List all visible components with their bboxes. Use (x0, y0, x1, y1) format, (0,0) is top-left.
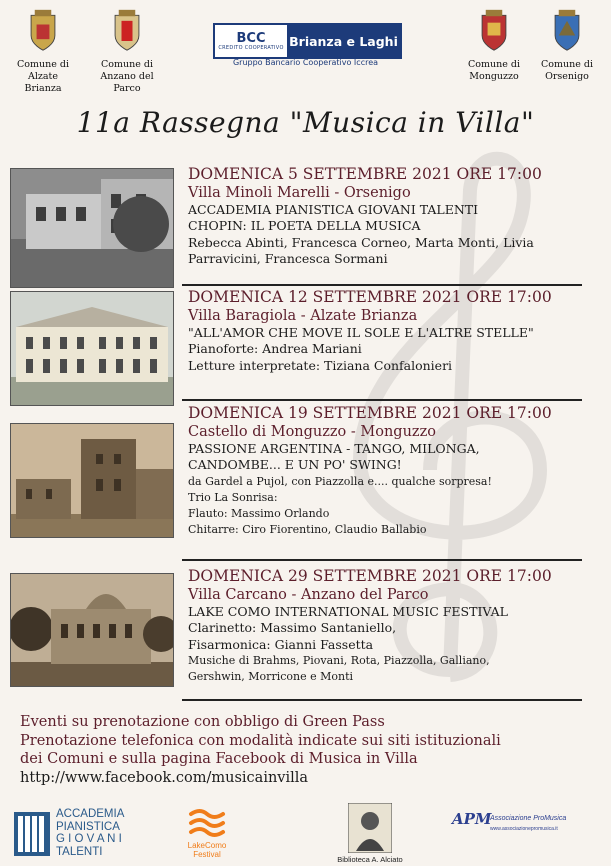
photo-villa-carcano (10, 573, 174, 687)
divider (182, 699, 582, 701)
footer-line: Prenotazione telefonica con modalità indicate sui siti istituzionali (20, 732, 501, 749)
event-date: DOMENICA 12 SETTEMBRE 2021 ORE 17:00 (188, 288, 552, 306)
accademia-line: ACCADEMIA (56, 808, 125, 820)
facebook-link[interactable]: http://www.facebook.com/musicainvilla (20, 769, 309, 786)
portrait-engraving-icon (348, 803, 392, 853)
event-line: ACCADEMIA PIANISTICA GIOVANI TALENTI (188, 202, 479, 217)
event-line: Clarinetto: Massimo Santaniello, (188, 620, 397, 636)
crest-label-line1: Comune di (101, 59, 153, 70)
associazione-promusica-logo (452, 810, 572, 850)
apm-url: www.associazionepromusica.it (490, 826, 558, 832)
crest-label-line2: Monguzzo (469, 71, 519, 82)
event-date: DOMENICA 19 SETTEMBRE 2021 ORE 17:00 (188, 404, 552, 422)
event-line: Letture interpretate: Tiziana Confalonieri (188, 357, 453, 373)
event-venue: Castello di Monguzzo - Monguzzo (188, 424, 436, 440)
event-line: Flauto: Massimo Orlando (188, 507, 330, 521)
event-line: CANDOMBE... E UN PO' SWING! (188, 457, 402, 473)
divider (182, 559, 582, 561)
event-line: da Gardel a Pujol, con Piazzolla e.... qualche sorpresa! (188, 474, 492, 488)
lakecomo-line: Festival (193, 850, 221, 859)
apm-mark: APM (452, 810, 492, 828)
event-4 (188, 567, 552, 685)
biblioteca-label: Biblioteca A. Alciato (337, 855, 403, 864)
anzano-coat-of-arms-icon (110, 8, 144, 52)
event-date: DOMENICA 29 SETTEMBRE 2021 ORE 17:00 (188, 567, 552, 585)
monguzzo-coat-of-arms-icon (477, 8, 511, 52)
crest-monguzzo (461, 8, 527, 83)
event-1 (188, 165, 542, 267)
event-venue: Villa Minoli Marelli - Orsenigo (188, 185, 411, 201)
event-line: LAKE COMO INTERNATIONAL MUSIC FESTIVAL (188, 604, 508, 619)
crest-label-line1: Comune di (17, 59, 69, 70)
poster-title: 11a Rassegna "Musica in Villa" (76, 106, 535, 139)
event-line: Fisarmonica: Gianni Fassetta (188, 636, 374, 652)
crest-orsenigo (536, 8, 598, 83)
accademia-line: PIANISTICA (56, 820, 120, 833)
photo-villa-minoli-marelli (10, 168, 174, 288)
piano-keys-icon (14, 812, 50, 856)
event-date: DOMENICA 5 SETTEMBRE 2021 ORE 17:00 (188, 165, 542, 183)
crest-label-line1: Comune di (468, 59, 520, 70)
event-line: Chitarre: Ciro Fiorentino, Claudio Ballabio (188, 523, 427, 537)
crest-label-line2: Alzate Brianza (24, 71, 62, 94)
divider (182, 284, 582, 286)
event-line: Gershwin, Morricone e Monti (188, 670, 354, 684)
bcc-bank-logo (213, 23, 398, 68)
crest-label-line1: Comune di (541, 59, 593, 70)
accademia-line: TALENTI (56, 845, 103, 858)
bcc-mark-sub: CREDITO COOPERATIVO (218, 44, 284, 51)
crest-anzano-del-parco (87, 8, 167, 95)
event-venue: Villa Baragiola - Alzate Brianza (188, 308, 418, 324)
event-line: "ALL'AMOR CHE MOVE IL SOLE E L'ALTRE STELLE" (188, 325, 534, 340)
event-line: PASSIONE ARGENTINA - TANGO, MILONGA, (188, 441, 480, 456)
footer-line: Eventi su prenotazione con obbligo di Green Pass (20, 714, 385, 730)
event-line: Musiche di Brahms, Piovani, Rota, Piazzolla, Galliano, (188, 653, 490, 667)
accademia-line: G I O V A N I (56, 833, 122, 845)
apm-name: Associazione ProMusica (490, 815, 567, 822)
bcc-bank-name: Brianza e Laghi (287, 25, 400, 57)
divider (182, 399, 582, 401)
event-2 (188, 288, 552, 374)
photo-villa-baragiola (10, 291, 174, 406)
accademia-pianistica-logo (14, 808, 144, 860)
lakecomo-line: LakeComo (187, 841, 227, 850)
crest-alzate-brianza (8, 8, 78, 95)
crest-label-line2: Orsenigo (545, 71, 589, 82)
bcc-group-name: Gruppo Bancario Cooperativo Iccrea (232, 58, 379, 67)
event-line: Trio La Sonrisa: (188, 490, 278, 504)
event-venue: Villa Carcano - Anzano del Parco (188, 587, 429, 603)
event-line: Pianoforte: Andrea Mariani (188, 341, 362, 357)
biblioteca-alciato-logo (330, 803, 410, 865)
event-line: CHOPIN: IL POETA DELLA MUSICA (188, 218, 421, 234)
footer-line: dei Comuni e sulla pagina Facebook di Musica in Villa (20, 751, 418, 768)
event-line: Parravicini, Francesca Sormani (188, 250, 388, 266)
orsenigo-coat-of-arms-icon (550, 8, 584, 52)
photo-castello-di-monguzzo (10, 423, 174, 538)
event-line: Rebecca Abinti, Francesca Corneo, Marta Monti, Livia (188, 234, 534, 250)
event-3 (188, 404, 552, 539)
waves-icon (188, 808, 226, 838)
booking-info (20, 713, 501, 787)
alzate-coat-of-arms-icon (26, 8, 60, 52)
crest-label-line2: Anzano del Parco (100, 71, 154, 94)
bcc-mark: BCC (236, 30, 266, 46)
lake-como-festival-logo (180, 808, 234, 864)
